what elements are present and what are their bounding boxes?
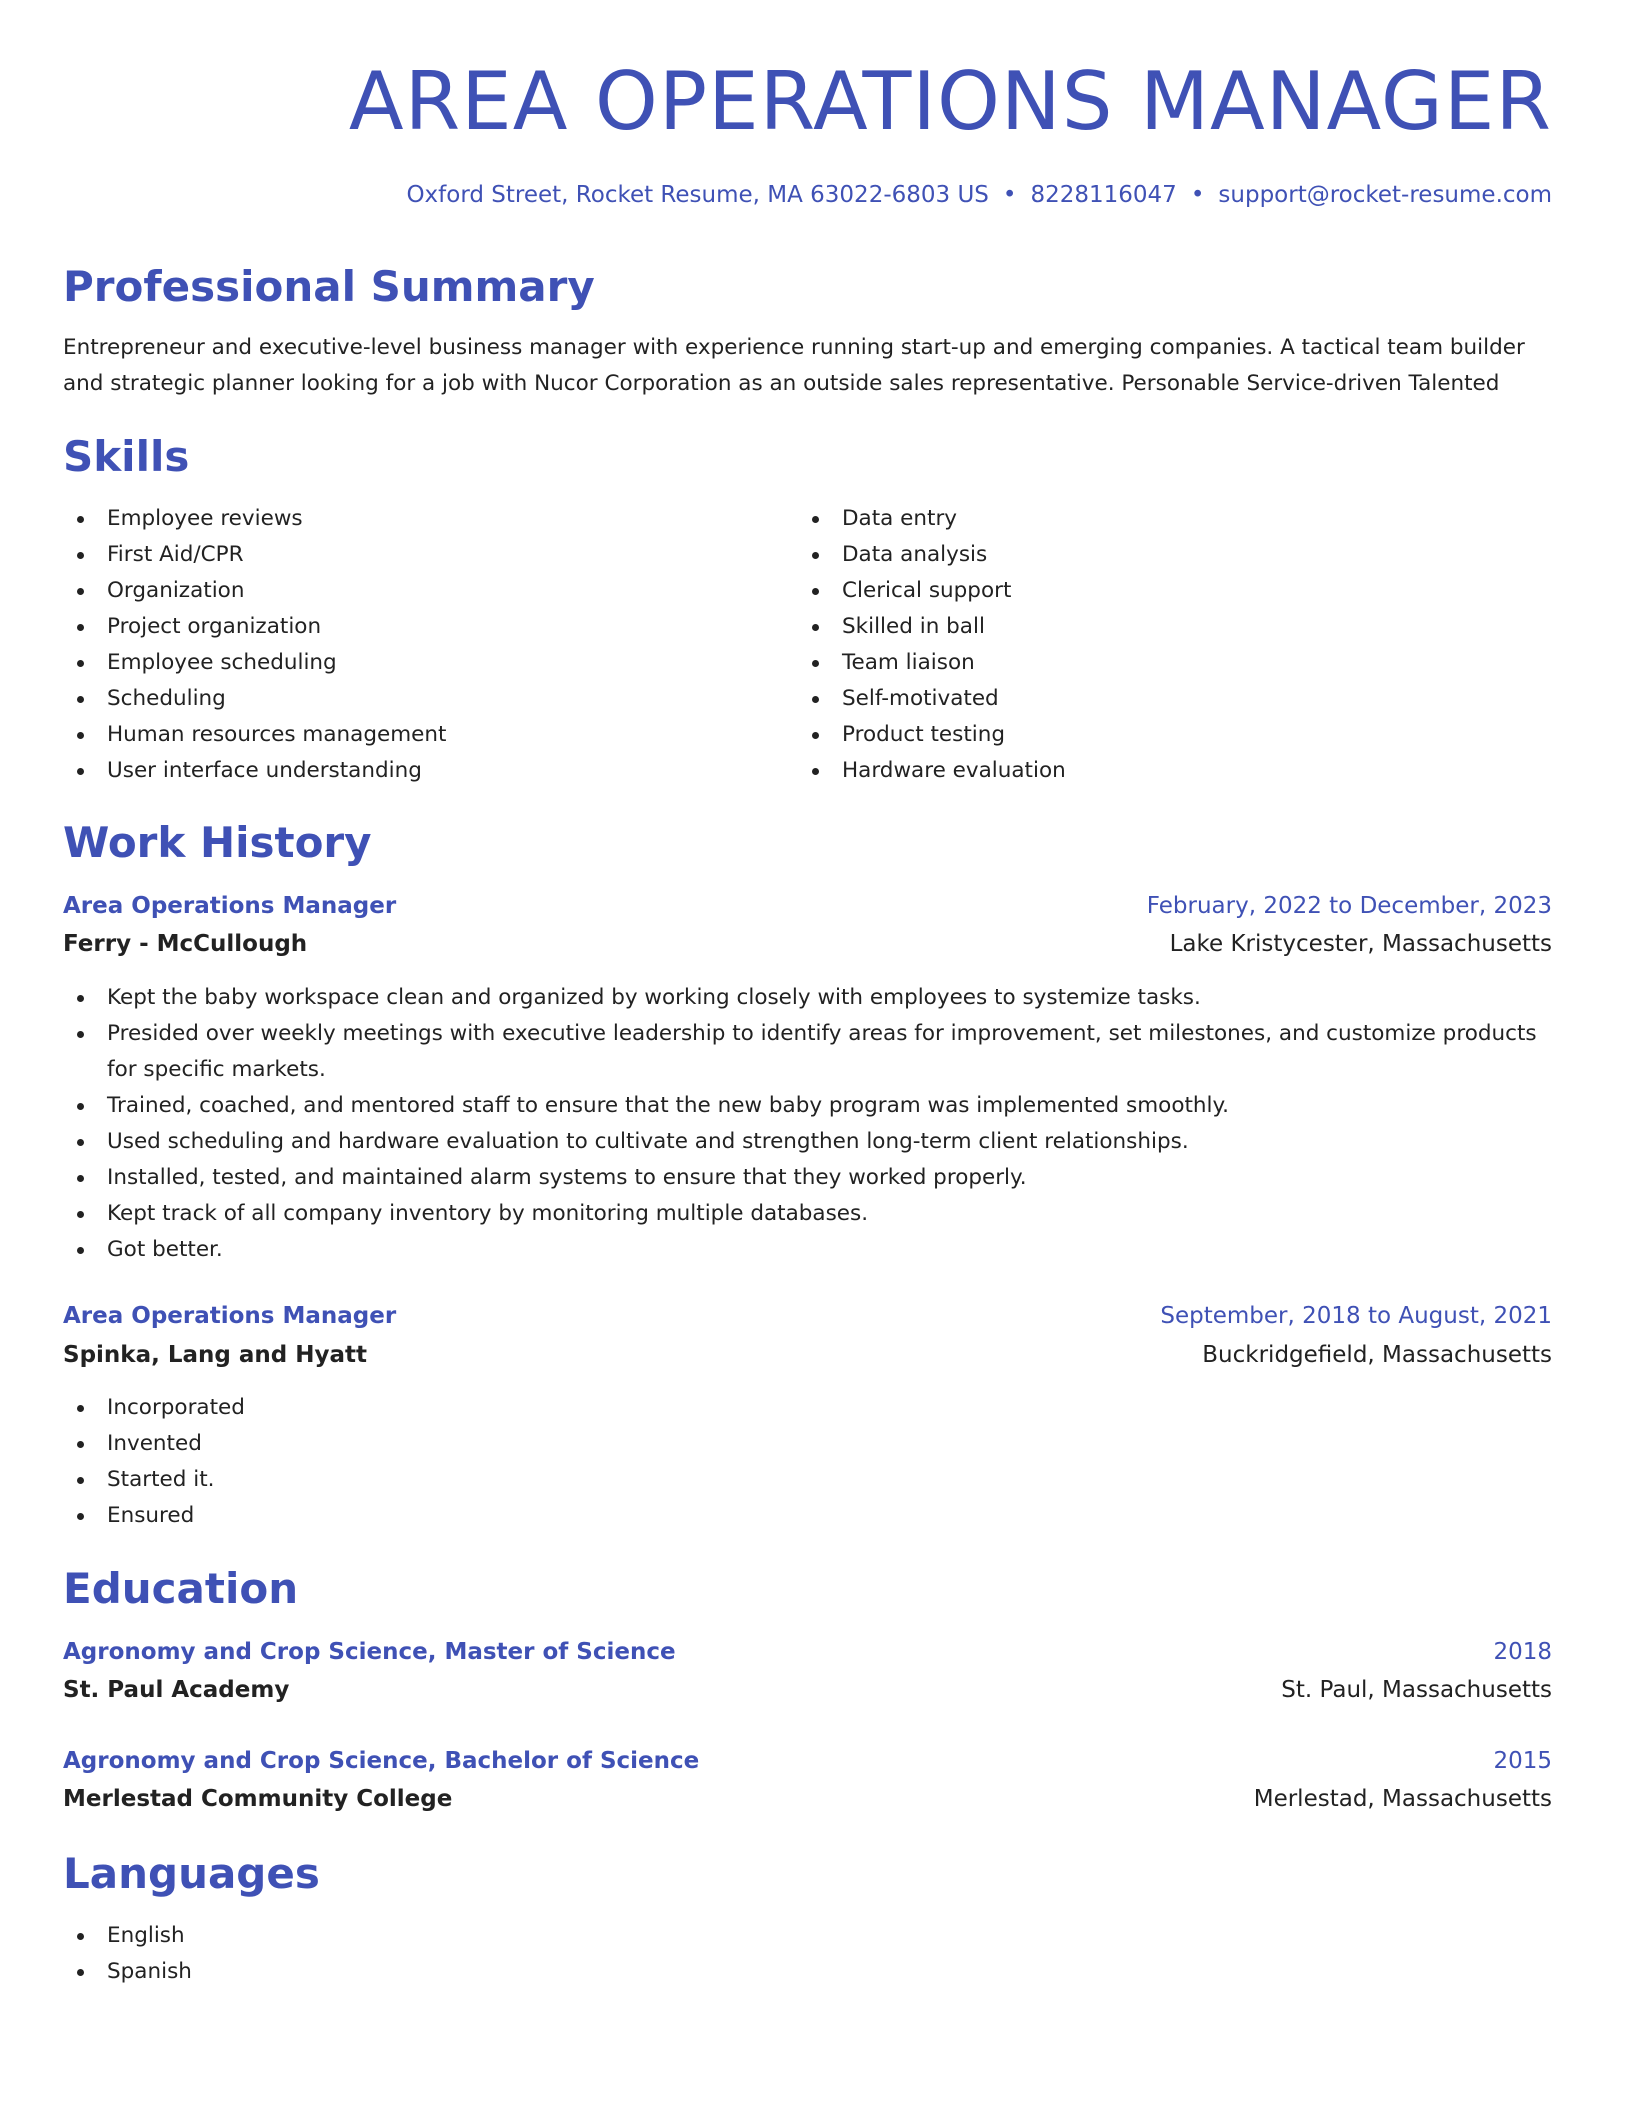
job-bullet bbox=[63, 1498, 1552, 1534]
skill-label: Hardware evaluation bbox=[842, 758, 1066, 783]
bullet-icon bbox=[77, 1247, 84, 1254]
bullet-icon bbox=[77, 1477, 84, 1484]
job-dates: September, 2018 to August, 2021 bbox=[1160, 1303, 1552, 1329]
bullet-icon bbox=[77, 1103, 84, 1110]
skill-item bbox=[63, 609, 763, 645]
bullet-icon bbox=[77, 1175, 84, 1182]
bullet-icon bbox=[77, 1933, 84, 1940]
skill-label: Data analysis bbox=[842, 542, 988, 567]
bullet-icon bbox=[77, 995, 84, 1002]
job-bullet-text: Ensured bbox=[107, 1503, 195, 1528]
contact-phone: 8228116047 bbox=[1030, 182, 1177, 208]
skills-list-right bbox=[798, 501, 1498, 789]
bullet-icon bbox=[812, 768, 819, 775]
skills-heading: Skills bbox=[63, 432, 190, 481]
job-bullet-list bbox=[63, 1390, 1552, 1534]
skill-item bbox=[798, 609, 1498, 645]
skill-label: Self-motivated bbox=[842, 686, 999, 711]
bullet-icon bbox=[77, 1139, 84, 1146]
skill-label: Employee reviews bbox=[107, 506, 303, 531]
job-bullet bbox=[63, 980, 1552, 1016]
skill-item bbox=[798, 573, 1498, 609]
education-year: 2015 bbox=[1493, 1748, 1552, 1774]
bullet-icon bbox=[77, 1031, 84, 1038]
skill-item bbox=[798, 645, 1498, 681]
education-degree-row bbox=[63, 1743, 1552, 1779]
job-bullet bbox=[63, 1016, 1552, 1088]
job-bullet-text: Installed, tested, and maintained alarm systems to ensure that they worked properly. bbox=[107, 1165, 1027, 1190]
skill-label: Clerical support bbox=[842, 578, 1012, 603]
bullet-icon bbox=[77, 696, 84, 703]
education-school: St. Paul Academy bbox=[63, 1677, 290, 1703]
skill-label: Product testing bbox=[842, 722, 1006, 747]
education-location: St. Paul, Massachusetts bbox=[1281, 1677, 1552, 1703]
job-bullet-text: Used scheduling and hardware evaluation to cultivate and strengthen long-term client relationships. bbox=[107, 1129, 1189, 1154]
education-degree-row bbox=[63, 1634, 1552, 1670]
bullet-icon bbox=[77, 624, 84, 631]
bullet-icon bbox=[812, 732, 819, 739]
bullet-icon bbox=[812, 516, 819, 523]
job-bullet bbox=[63, 1088, 1552, 1124]
job-company-row bbox=[63, 1337, 1552, 1373]
work-history-heading: Work History bbox=[63, 818, 372, 867]
job-role: Area Operations Manager bbox=[63, 893, 397, 919]
job-bullet-text: Kept the baby workspace clean and organized by working closely with employees to systemize tasks. bbox=[107, 985, 1201, 1010]
summary-text: Entrepreneur and executive-level business manager with experience running start-up and emerging companies. A tactical team builder and strategic planner looking for a job with Nucor Corporation as an outside sales representative. Personable Service-driven Talented bbox=[63, 335, 1525, 396]
job-bullet-text: Trained, coached, and mentored staff to ensure that the new baby program was implemented smoothly. bbox=[107, 1093, 1229, 1118]
skill-label: First Aid/CPR bbox=[107, 542, 244, 567]
bullet-icon bbox=[812, 660, 819, 667]
bullet-icon bbox=[77, 588, 84, 595]
bullet-icon bbox=[812, 624, 819, 631]
education-location: Merlestad, Massachusetts bbox=[1253, 1786, 1552, 1812]
job-bullet bbox=[63, 1160, 1552, 1196]
bullet-icon bbox=[77, 1513, 84, 1520]
contact-separator: • bbox=[1002, 182, 1017, 208]
bullet-icon bbox=[77, 552, 84, 559]
bullet-icon bbox=[812, 696, 819, 703]
education-school: Merlestad Community College bbox=[63, 1786, 453, 1812]
job-bullet-list bbox=[63, 980, 1552, 1268]
job-location: Buckridgefield, Massachusetts bbox=[1202, 1342, 1552, 1368]
job-bullet bbox=[63, 1462, 1552, 1498]
language-label: Spanish bbox=[107, 1959, 192, 1984]
job-company: Spinka, Lang and Hyatt bbox=[63, 1342, 367, 1368]
bullet-icon bbox=[812, 552, 819, 559]
job-bullet bbox=[63, 1390, 1552, 1426]
job-location: Lake Kristycester, Massachusetts bbox=[1169, 931, 1552, 957]
bullet-icon bbox=[812, 588, 819, 595]
bullet-icon bbox=[77, 1211, 84, 1218]
job-bullet bbox=[63, 1426, 1552, 1462]
skill-label: User interface understanding bbox=[107, 758, 422, 783]
skill-label: Human resources management bbox=[107, 722, 447, 747]
education-school-row bbox=[63, 1672, 1552, 1708]
skill-label: Team liaison bbox=[842, 650, 975, 675]
skill-item bbox=[63, 573, 763, 609]
education-degree: Agronomy and Crop Science, Master of Science bbox=[63, 1639, 676, 1665]
skill-label: Project organization bbox=[107, 614, 322, 639]
skill-item bbox=[798, 501, 1498, 537]
skill-item bbox=[798, 681, 1498, 717]
language-label: English bbox=[107, 1923, 185, 1948]
job-company: Ferry - McCullough bbox=[63, 931, 308, 957]
job-role-row bbox=[63, 888, 1552, 924]
skills-list-left bbox=[63, 501, 763, 789]
bullet-icon bbox=[77, 1441, 84, 1448]
education-school-row bbox=[63, 1781, 1552, 1817]
skill-item bbox=[798, 537, 1498, 573]
language-item bbox=[63, 1954, 663, 1990]
job-bullet bbox=[63, 1124, 1552, 1160]
job-bullet-text: Got better. bbox=[107, 1237, 223, 1262]
education-degree: Agronomy and Crop Science, Bachelor of Science bbox=[63, 1748, 700, 1774]
skill-label: Skilled in ball bbox=[842, 614, 985, 639]
contact-line bbox=[406, 178, 1552, 212]
bullet-icon bbox=[77, 516, 84, 523]
job-bullet-text: Started it. bbox=[107, 1467, 215, 1492]
job-bullet bbox=[63, 1196, 1552, 1232]
language-item bbox=[63, 1918, 663, 1954]
skill-item bbox=[798, 717, 1498, 753]
skill-label: Organization bbox=[107, 578, 245, 603]
job-bullet-text: Incorporated bbox=[107, 1395, 245, 1420]
skill-label: Data entry bbox=[842, 506, 958, 531]
bullet-icon bbox=[77, 768, 84, 775]
job-bullet bbox=[63, 1232, 1552, 1268]
skill-item bbox=[63, 501, 763, 537]
bullet-icon bbox=[77, 1405, 84, 1412]
skill-item bbox=[63, 717, 763, 753]
bullet-icon bbox=[77, 1969, 84, 1976]
skill-item bbox=[798, 753, 1498, 789]
job-bullet-text: Invented bbox=[107, 1431, 202, 1456]
job-company-row bbox=[63, 926, 1552, 962]
skill-item bbox=[63, 537, 763, 573]
skill-item bbox=[63, 681, 763, 717]
job-dates: February, 2022 to December, 2023 bbox=[1146, 893, 1552, 919]
bullet-icon bbox=[77, 660, 84, 667]
job-role-row bbox=[63, 1298, 1552, 1334]
summary-heading: Professional Summary bbox=[63, 262, 595, 311]
contact-separator: • bbox=[1190, 182, 1205, 208]
job-bullet-text: Kept track of all company inventory by monitoring multiple databases. bbox=[107, 1201, 869, 1226]
job-role: Area Operations Manager bbox=[63, 1303, 397, 1329]
languages-list bbox=[63, 1918, 663, 1990]
skill-item bbox=[63, 645, 763, 681]
bullet-icon bbox=[77, 732, 84, 739]
resume-title: AREA OPERATIONS MANAGER bbox=[348, 55, 1552, 148]
skill-label: Scheduling bbox=[107, 686, 226, 711]
skill-label: Employee scheduling bbox=[107, 650, 337, 675]
contact-email[interactable]: support@rocket-resume.com bbox=[1218, 182, 1552, 208]
skill-item bbox=[63, 753, 763, 789]
education-heading: Education bbox=[63, 1564, 299, 1613]
languages-heading: Languages bbox=[63, 1849, 320, 1898]
contact-address: Oxford Street, Rocket Resume, MA 63022-6803 US bbox=[406, 182, 989, 208]
education-year: 2018 bbox=[1493, 1639, 1552, 1665]
job-bullet-text: Presided over weekly meetings with executive leadership to identify areas for improvement, set milestones, and customize products for specific markets. bbox=[107, 1021, 1537, 1082]
